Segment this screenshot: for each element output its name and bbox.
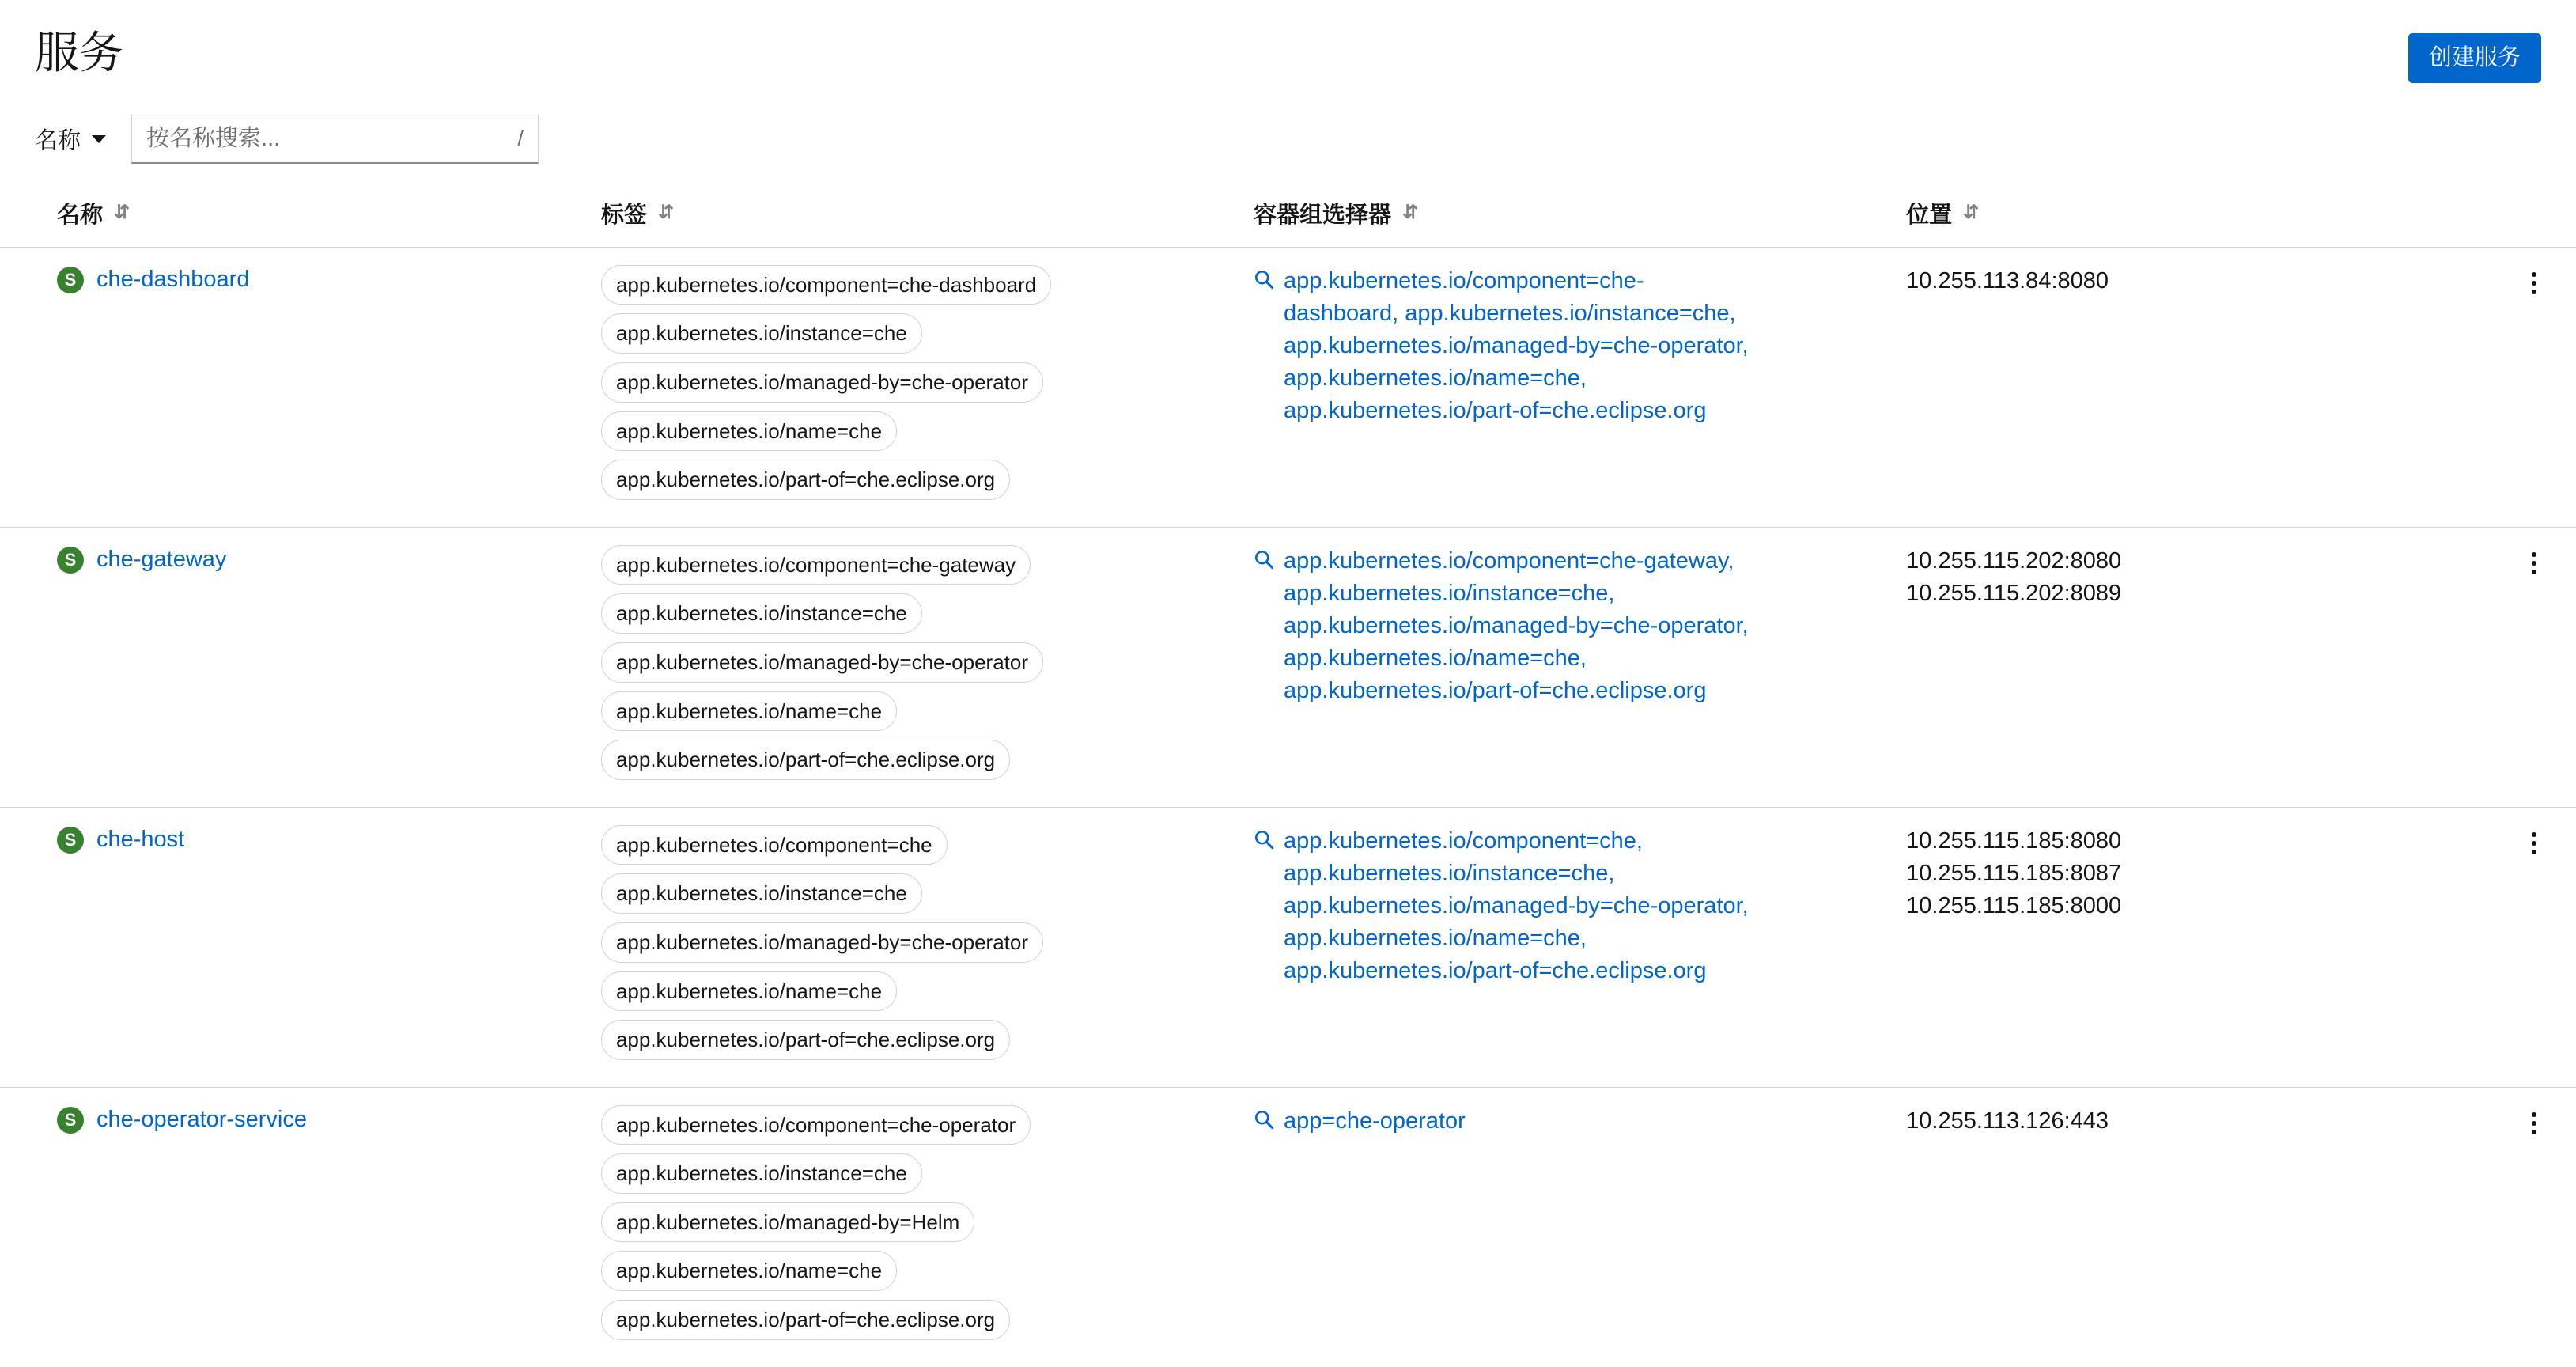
cell-location bbox=[1906, 247, 2473, 527]
label-chip[interactable]: app.kubernetes.io/part-of=che.eclipse.org bbox=[601, 460, 1010, 500]
filter-type-label: 名称 bbox=[35, 128, 81, 154]
table-row bbox=[0, 1087, 2576, 1366]
search-icon bbox=[1254, 269, 1274, 296]
label-chip[interactable]: app.kubernetes.io/managed-by=che-operator bbox=[601, 642, 1043, 683]
cell-location bbox=[1906, 807, 2473, 1087]
label-chip[interactable]: app.kubernetes.io/name=che bbox=[601, 971, 897, 1012]
label-chip[interactable]: app.kubernetes.io/instance=che bbox=[601, 313, 922, 354]
toolbar bbox=[0, 83, 2576, 164]
pod-selector-link[interactable]: app.kubernetes.io/component=che-gateway, app.kubernetes.io/instance=che, app.kubernetes.io/managed-by=che-operator, app.kubernetes.io/name=che, app.kubernetes.io/part-of=che.eclipse.org bbox=[1284, 547, 1749, 704]
service-name-link[interactable]: che-gateway bbox=[96, 546, 227, 572]
search-input[interactable] bbox=[132, 115, 538, 162]
label-chip[interactable]: app.kubernetes.io/managed-by=che-operator bbox=[601, 922, 1043, 963]
service-badge-icon: S bbox=[57, 547, 84, 574]
sort-icon[interactable]: ⇵ bbox=[114, 202, 131, 224]
cell-actions bbox=[2473, 527, 2576, 807]
column-header-location[interactable] bbox=[1906, 187, 2473, 248]
table-header bbox=[0, 187, 2576, 248]
cell-location bbox=[1906, 527, 2473, 807]
pod-selector-link[interactable]: app=che-operator bbox=[1284, 1108, 1466, 1134]
column-header-name-label: 名称 bbox=[57, 202, 104, 228]
sort-icon[interactable]: ⇵ bbox=[657, 202, 675, 224]
location-value: 10.255.115.202:8089 bbox=[1906, 580, 2122, 606]
column-header-labels[interactable] bbox=[601, 187, 1254, 248]
cell-labels bbox=[601, 527, 1254, 807]
page-title: 服务 bbox=[35, 28, 123, 78]
cell-labels bbox=[601, 247, 1254, 527]
cell-name bbox=[0, 807, 601, 1087]
page-header bbox=[0, 0, 2576, 83]
cell-name bbox=[0, 247, 601, 527]
label-chip[interactable]: app.kubernetes.io/part-of=che.eclipse.org bbox=[601, 1020, 1010, 1060]
label-chip[interactable]: app.kubernetes.io/name=che bbox=[601, 691, 897, 732]
label-chip[interactable]: app.kubernetes.io/part-of=che.eclipse.org bbox=[601, 1300, 1010, 1340]
cell-pod-selector bbox=[1254, 527, 1906, 807]
cell-location bbox=[1906, 1087, 2473, 1366]
label-chip[interactable]: app.kubernetes.io/name=che bbox=[601, 1251, 897, 1291]
column-header-pod-selector-label: 容器组选择器 bbox=[1254, 202, 1392, 228]
location-value: 10.255.115.185:8080 bbox=[1906, 827, 2122, 854]
location-value: 10.255.113.84:8080 bbox=[1906, 267, 2109, 293]
label-chip[interactable]: app.kubernetes.io/instance=che bbox=[601, 593, 922, 634]
cell-name bbox=[0, 1087, 601, 1366]
label-chip[interactable]: app.kubernetes.io/component=che-operator bbox=[601, 1105, 1031, 1145]
column-header-labels-label: 标签 bbox=[600, 202, 647, 228]
kebab-menu-icon[interactable] bbox=[2516, 1105, 2552, 1142]
cell-actions bbox=[2473, 247, 2576, 527]
label-chip[interactable]: app.kubernetes.io/managed-by=che-operator bbox=[601, 362, 1043, 403]
search-shortcut-hint: / bbox=[517, 126, 524, 150]
sort-icon[interactable]: ⇵ bbox=[1402, 202, 1419, 224]
filter-type-select[interactable] bbox=[35, 123, 114, 155]
location-value: 10.255.115.185:8087 bbox=[1906, 860, 2122, 886]
cell-actions bbox=[2473, 1087, 2576, 1366]
kebab-menu-icon[interactable] bbox=[2516, 825, 2552, 861]
label-chip[interactable]: app.kubernetes.io/name=che bbox=[601, 411, 897, 452]
service-name-link[interactable]: che-host bbox=[96, 826, 185, 852]
table-row bbox=[0, 527, 2576, 807]
label-chip[interactable]: app.kubernetes.io/instance=che bbox=[601, 1153, 922, 1194]
label-chip[interactable]: app.kubernetes.io/instance=che bbox=[601, 873, 922, 914]
table-row bbox=[0, 247, 2576, 527]
create-service-button[interactable]: 创建服务 bbox=[2408, 33, 2541, 83]
service-name-link[interactable]: che-dashboard bbox=[96, 266, 250, 292]
location-value: 10.255.115.202:8080 bbox=[1906, 547, 2122, 574]
cell-actions bbox=[2473, 807, 2576, 1087]
kebab-menu-icon[interactable] bbox=[2516, 265, 2552, 301]
column-header-actions bbox=[2473, 187, 2576, 248]
search-icon bbox=[1254, 829, 1274, 856]
cell-labels bbox=[601, 1087, 1254, 1366]
location-value: 10.255.113.126:443 bbox=[1906, 1108, 2109, 1134]
location-value: 10.255.115.185:8000 bbox=[1906, 893, 2122, 919]
service-badge-icon: S bbox=[57, 1107, 84, 1134]
cell-pod-selector bbox=[1254, 1087, 1906, 1366]
services-table bbox=[0, 187, 2576, 1367]
column-header-location-label: 位置 bbox=[1906, 202, 1953, 228]
service-badge-icon: S bbox=[57, 267, 84, 293]
cell-pod-selector bbox=[1254, 807, 1906, 1087]
column-header-pod-selector[interactable] bbox=[1254, 187, 1906, 248]
label-chip[interactable]: app.kubernetes.io/part-of=che.eclipse.org bbox=[601, 740, 1010, 780]
label-chip[interactable]: app.kubernetes.io/managed-by=Helm bbox=[601, 1202, 974, 1243]
search-icon bbox=[1254, 549, 1274, 576]
table-row bbox=[0, 807, 2576, 1087]
sort-icon[interactable]: ⇵ bbox=[1963, 202, 1980, 224]
search-box[interactable] bbox=[131, 115, 539, 164]
label-chip[interactable]: app.kubernetes.io/component=che-gateway bbox=[601, 545, 1031, 585]
table-header-row bbox=[0, 187, 2576, 248]
pod-selector-link[interactable]: app.kubernetes.io/component=che, app.kubernetes.io/instance=che, app.kubernetes.io/managed-by=che-operator, app.kubernetes.io/name=che, app.kubernetes.io/part-of=che.eclipse.org bbox=[1284, 827, 1749, 984]
column-header-name[interactable] bbox=[0, 187, 601, 248]
service-name-link[interactable]: che-operator-service bbox=[96, 1106, 307, 1132]
pod-selector-link[interactable]: app.kubernetes.io/component=che-dashboard, app.kubernetes.io/instance=che, app.kubernetes.io/managed-by=che-operator, app.kubernetes.io/name=che, app.kubernetes.io/part-of=che.eclipse.org bbox=[1284, 267, 1749, 424]
label-chip[interactable]: app.kubernetes.io/component=che bbox=[601, 825, 948, 865]
cell-pod-selector bbox=[1254, 247, 1906, 527]
cell-name bbox=[0, 527, 601, 807]
chevron-down-icon bbox=[92, 135, 106, 143]
kebab-menu-icon[interactable] bbox=[2516, 545, 2552, 581]
label-chip[interactable]: app.kubernetes.io/component=che-dashboard bbox=[601, 265, 1051, 305]
service-badge-icon: S bbox=[57, 827, 84, 854]
search-icon bbox=[1254, 1109, 1274, 1136]
cell-labels bbox=[601, 807, 1254, 1087]
table-body bbox=[0, 247, 2576, 1366]
